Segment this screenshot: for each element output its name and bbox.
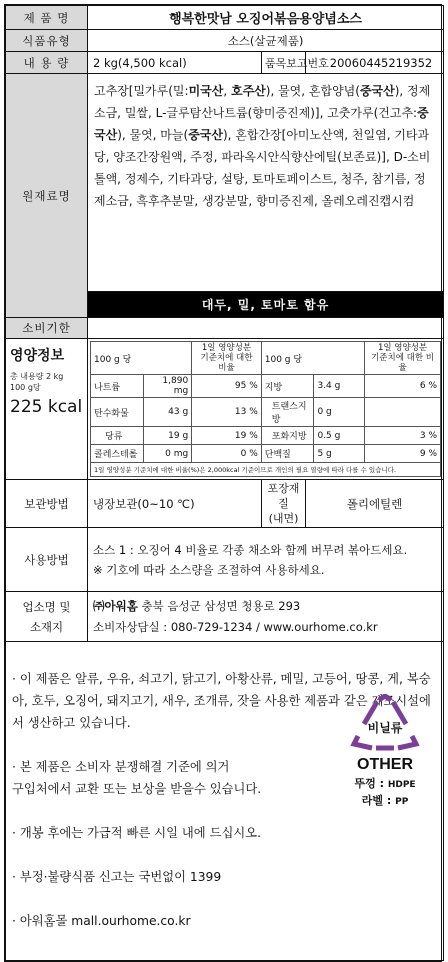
ingredients-text xyxy=(88,74,444,292)
content-label: 내 용 량 xyxy=(6,52,88,74)
expiry-row xyxy=(6,318,444,339)
notice-3: · 개봉 후에는 가급적 빠른 시일 내에 드십시오. xyxy=(12,826,261,840)
ingredient-segment: ), 물엿, 혼합양념( xyxy=(265,84,360,98)
nutrient-name: 콜레스테롤 xyxy=(91,445,144,463)
recycle-mark-text: 비닐류 xyxy=(367,721,403,735)
nutrition-row xyxy=(6,339,444,480)
food-type-label: 식품유형 xyxy=(6,30,88,52)
notice-2: · 본 제품은 소비자 분쟁해결 기준에 의거 구입처에서 교환 또는 보상을 받을수 있습니다. xyxy=(12,760,262,796)
nutrient-name: 단백질 xyxy=(261,445,314,463)
product-name-value: 행복한맛남 오징어볶음용양념소스 xyxy=(88,6,444,30)
nutrition-kcal: 225 kcal xyxy=(10,397,83,417)
nutrient-name: 포화지방 xyxy=(261,427,314,445)
recycle-mark xyxy=(337,694,433,830)
notice-4: · 부정·불량식품 신고는 국번없이 1399 xyxy=(12,870,222,884)
nutrition-row-item xyxy=(91,427,441,445)
maker-address: 충북 음성군 삼성면 청용로 293 xyxy=(137,598,301,613)
nutrient-amount: 0 mg xyxy=(143,445,191,463)
usage-line-2: ※ 기호에 따라 소스량을 조절하여 사용하세요. xyxy=(93,562,325,577)
report-number-label: 품목보고번호 xyxy=(262,52,306,74)
maker-company: ㈜아워홈 xyxy=(93,598,138,613)
packaging-label: 포장재질 (내면) xyxy=(262,480,306,528)
recycle-label: 라벨 : PP xyxy=(361,794,409,807)
nutrient-percent: 0 % xyxy=(192,445,262,463)
ingredient-segment: ), 물엿, 마늘( xyxy=(117,128,189,142)
nutrient-amount: 3.4 g xyxy=(314,375,365,398)
recycle-triangle-icon xyxy=(350,694,420,756)
food-type-value: 소스(살균제품) xyxy=(88,30,444,52)
packaging-value: 폴리에틸렌 xyxy=(306,480,444,528)
usage-line-1: 소스 1 : 오징어 4 비율로 각종 채소와 함께 버무려 볶아드세요. xyxy=(93,542,408,557)
ingredient-segment: 중국산 xyxy=(94,106,429,142)
nutrition-row-item xyxy=(91,445,441,463)
nutrient-percent xyxy=(365,398,441,427)
ingredient-segment: ), 혼합간장[아미노산액, 천일염, 기타과당, 양조간장원액, 주정, 파라옥시안식향산에틸(보존료)], D-소비톨액, 정제수, 기타과당, 설탕, 토마토페이스트, 청주, 참기름, 정제소금, 흑후추분말, 생강분말, 향미증진제, 올레오레진캡시컴 xyxy=(94,128,431,208)
content-row xyxy=(6,52,444,74)
nutrient-percent: 19 % xyxy=(192,427,262,445)
type-row xyxy=(6,30,444,52)
notice-5: · 아워홈몰 mall.ourhome.co.kr xyxy=(12,914,191,928)
usage-row xyxy=(6,528,444,592)
nutrient-amount: 43 g xyxy=(143,398,191,427)
nut-col-dv-left: 1일 영양성분 기준치에 대한 비율 xyxy=(192,342,262,375)
report-number-value: 20060445219352 xyxy=(306,52,444,74)
nutrient-percent: 9 % xyxy=(365,445,441,463)
nutrient-amount: 0.5 g xyxy=(314,427,365,445)
storage-value: 냉장보관(0~10 ℃) xyxy=(88,480,262,528)
notices-row xyxy=(6,642,444,961)
ingredient-segment: 호주산 xyxy=(230,84,266,98)
nutrient-name: 트랜스지방 xyxy=(261,398,314,427)
nutrient-percent: 3 % xyxy=(365,427,441,445)
label-table xyxy=(5,5,444,961)
nutrient-name: 탄수화물 xyxy=(91,398,144,427)
maker-phone: 소비자상담실 : 080-729-1234 / www.ourhome.co.kr xyxy=(93,619,378,634)
recycle-cap: 뚜껑 : HDPE xyxy=(354,777,416,790)
expiry-value xyxy=(88,318,444,339)
content-value: 2 kg(4,500 kcal) xyxy=(88,52,262,74)
ingredient-segment: ), 정제소금, 밀쌀, L-글루탐산나트륨(향미증진제)], 고춧가루(건고추: xyxy=(94,84,431,120)
notice-1: · 이 제품은 알류, 우유, 쇠고기, 닭고기, 아황산류, 메밀, 고등어, 땅콩, 게, 복숭아, 호두, 오징어, 돼지고기, 새우, 조개류, 잣을 사용한 제품과 같은 제조시설에서 생산하고 있습니다. xyxy=(12,672,431,730)
nutrition-table xyxy=(90,341,441,477)
storage-row xyxy=(6,480,444,528)
nutrient-name: 지방 xyxy=(261,375,314,398)
nutrient-percent: 6 % xyxy=(365,375,441,398)
maker-label: 업소명 및 소재지 xyxy=(6,592,88,642)
ingredient-segment: , xyxy=(223,84,231,98)
ingredient-segment: 중국산 xyxy=(359,84,395,98)
nutrition-title: 영양정보 xyxy=(10,348,65,364)
usage-label: 사용방법 xyxy=(6,528,88,592)
ingredient-segment: 미국산 xyxy=(188,84,224,98)
usage-text xyxy=(88,528,444,592)
recycle-other-text: OTHER xyxy=(357,756,414,773)
nutrition-footnote: 1일 영양성분 기준치에 대한 비율(%)은 2,000kcal 기준이므로 개인의 필요 열량에 따라 다를 수 있습니다. xyxy=(91,463,441,477)
notices-cell xyxy=(6,642,444,961)
nut-col-per-left: 100 g 당 xyxy=(91,342,192,375)
nutrient-name: 당류 xyxy=(91,427,144,445)
ingredient-segment: 중국산 xyxy=(188,128,223,142)
maker-row xyxy=(6,592,444,642)
ingredient-segment: 고추장[밀가루(밀: xyxy=(94,84,189,98)
nutrient-amount: 19 g xyxy=(143,427,191,445)
nutrient-amount: 5 g xyxy=(314,445,365,463)
nutrient-amount: 1,890 mg xyxy=(143,375,191,398)
nutrient-amount: 0 g xyxy=(314,398,365,427)
ingredients-label: 원재료명 xyxy=(6,74,88,318)
nutrient-name: 나트륨 xyxy=(91,375,144,398)
nutrition-total: 총 내용량 2 kg xyxy=(10,372,64,381)
product-row xyxy=(6,6,444,30)
nutrition-per: 100 g당 xyxy=(10,383,41,392)
storage-label: 보관방법 xyxy=(6,480,88,528)
maker-info xyxy=(88,592,444,642)
nutrient-percent: 95 % xyxy=(192,375,262,398)
expiry-label: 소비기한 xyxy=(6,318,88,339)
nutrient-percent: 13 % xyxy=(192,398,262,427)
nut-col-per-right: 100 g 당 xyxy=(261,342,364,375)
nutrition-row-item xyxy=(91,398,441,427)
nut-col-dv-right: 1일 영양성분 기준치에 대한 비율 xyxy=(365,342,441,375)
nutrition-row-item xyxy=(91,375,441,398)
ingredients-row xyxy=(6,74,444,292)
nutrition-summary xyxy=(6,339,88,480)
food-label xyxy=(4,4,442,962)
allergen-banner: 대두, 밀, 토마토 함유 xyxy=(88,292,444,318)
nutrition-table-cell xyxy=(88,339,444,480)
product-name-label: 제 품 명 xyxy=(6,6,88,30)
